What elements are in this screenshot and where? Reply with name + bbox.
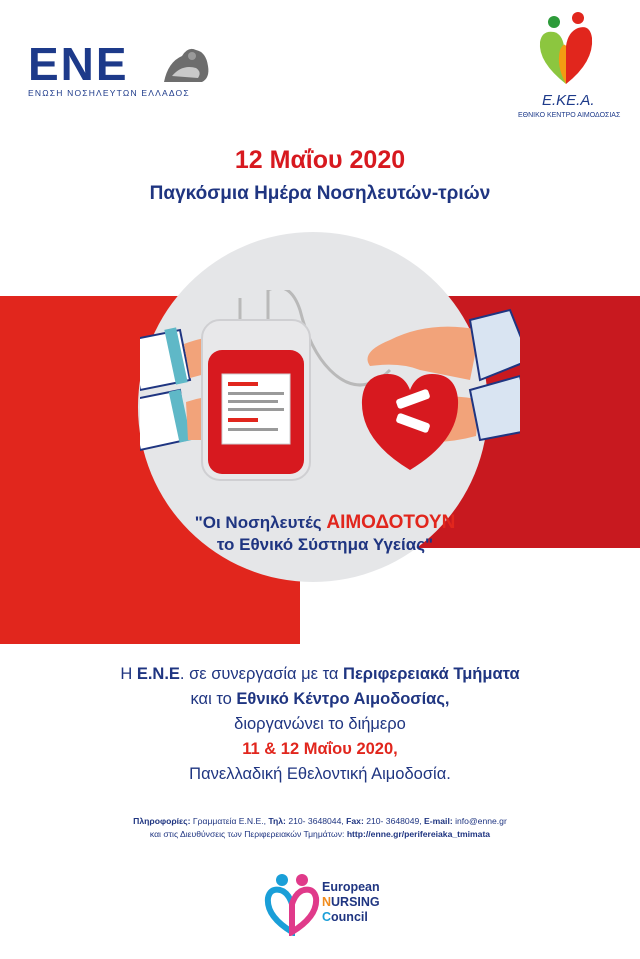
body-dates: 11 & 12 Μαΐου 2020, <box>242 740 398 758</box>
ekea-logo-name: Ε.ΚΕ.Α. <box>542 92 595 109</box>
info-secretariat: Γραμματεία Ε.Ν.Ε., <box>190 816 269 826</box>
slogan-highlight: ΑΙΜΟΔΟΤΟΥΝ <box>326 512 456 533</box>
body-text <box>0 662 640 787</box>
body-line1-c: . σε συνεργασία με τα <box>179 665 344 683</box>
enc-line3-initial: C <box>322 910 332 924</box>
info-label: Πληροφορίες: <box>133 816 191 826</box>
enc-line1: European <box>322 880 380 894</box>
date-heading: 12 Μαΐου 2020 <box>234 146 406 174</box>
ene-logo <box>28 40 228 100</box>
enc-logo-text <box>322 880 380 925</box>
lamp-emblem-icon <box>158 42 214 86</box>
body-line5: Πανελλαδική Εθελοντική Αιμοδοσία. <box>189 765 451 783</box>
info-fax: 210- 3648049, <box>363 816 425 826</box>
day-heading: Παγκόσμια Ημέρα Νοσηλευτών-τριών <box>149 183 491 204</box>
ene-logo-letters: ENE <box>28 38 129 90</box>
info-tel-label: Τηλ: <box>268 816 286 826</box>
ekea-logo <box>520 12 620 122</box>
body-line2-national-centre: Εθνικό Κέντρο Αιμοδοσίας, <box>236 690 450 708</box>
info-fax-label: Fax: <box>346 816 364 826</box>
ekea-logo-subtitle: ΕΘΝΙΚΟ ΚΕΝΤΡΟ ΑΙΜΟΔΟΣΙΑΣ <box>518 112 621 119</box>
info-email[interactable]: info@enne.gr <box>452 816 507 826</box>
right-hand-icon <box>368 327 481 380</box>
info-email-label: E-mail: <box>424 816 453 826</box>
info-tel: 210- 3648044, <box>285 816 347 826</box>
right-sleeve <box>470 310 520 440</box>
heart-icon <box>362 374 458 470</box>
enc-line2-initial: N <box>322 895 332 909</box>
body-line1-ene: Ε.Ν.Ε <box>136 665 180 683</box>
body-line1-regional-departments: Περιφερειακά Τμήματα <box>343 665 520 683</box>
slogan-part2: το Εθνικό Σύστημα Υγείας" <box>216 535 434 554</box>
enc-line2: URSING <box>331 895 380 909</box>
blood-bag-icon <box>202 290 390 480</box>
blood-donation-illustration <box>140 290 520 510</box>
left-sleeve <box>140 327 191 450</box>
slogan-part1: "Οι Νοσηλευτές <box>194 513 327 532</box>
heart-people-icon <box>534 12 598 88</box>
slogan <box>160 512 490 556</box>
info-url-link[interactable]: http://enne.gr/perifereiaka_tmimata <box>346 829 491 839</box>
body-line3: διοργανώνει το διήμερο <box>234 715 406 733</box>
enc-line3: ouncil <box>331 910 368 924</box>
ene-logo-subtitle: ΕΝΩΣΗ ΝΟΣΗΛΕΥΤΩΝ ΕΛΛΑΔΟΣ <box>28 88 190 98</box>
body-line1-a: Η <box>120 665 137 683</box>
two-people-heart-icon <box>262 872 322 936</box>
contact-info <box>0 815 640 841</box>
info-regional-text: και στις Διευθύνσεις των Περιφερειακών Τμημάτων: <box>149 829 347 839</box>
body-line2-a: και το <box>190 690 237 708</box>
